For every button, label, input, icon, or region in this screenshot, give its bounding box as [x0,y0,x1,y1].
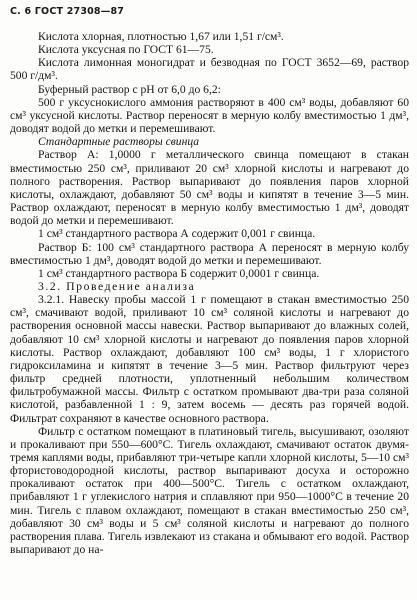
paragraph: Кислота лимонная моногидрат и безводная по ГОСТ 3652—69, раствор 500 г/дм³. [10,56,409,83]
page-header: С. 6 ГОСТ 27308—87 [10,6,125,17]
section-subheading: Стандартные растворы свинца [38,135,200,149]
section-heading: 3.2. Проведение анализа [38,279,196,293]
paragraph: Буферный раствор с рН от 6,0 до 6,2: [38,82,221,96]
paragraph: Раствор А: 1,0000 г металлического свинца помещают в стакан вместимостью 250 см³, приливают 20 см³ хлорной кислоты и нагревают до полного растворения. Раствор выпаривают до появления паров хлорной кислоты, охлаждают, добавляют 50 см³ воды и кипятят в течение 3—5 мин. Раствор охлаждают, переносят в мерную колбу вместимостью 1 дм³, доводят водой до метки и перемешивают. [10,148,409,228]
paragraph: Кислота хлорная, плотностью 1,67 или 1,51 г/см³. [38,30,284,43]
paragraph: Кислота уксусная по ГОСТ 61—75. [38,43,214,57]
paragraph: Раствор Б: 100 см³ стандартного раствора А переносят в мерную колбу вместимостью 1 дм³, доводят водой до метки и перемешивают. [10,240,409,267]
document-body [10,30,409,556]
paragraph: Фильтр с остатком помещают в платиновый тигель, высушивают, озоляют и прокаливают при 550—600°С. Тигель охлаждают, смачивают остаток двумя-тремя каплями воды, прибавляют три-четыре капли хлорной кислоты, 5—10 см³ фтористоводородной кислоты, раствор выпаривают досуха и осторожно прокаливают остаток при 400—500°С. Тигель с остатком охлаждают, прибавляют 1 г углекислого натрия и сплавляют при 950—1000°С в течение 20 мин. Тигель с плавом охлаждают, помещают в стакан вместимостью 250 см³, добавляют 30 см³ воды и 5 см³ соляной кислоты и нагревают до полного растворения плава. Тигель извлекают из стакана и обмывают его водой. Раствор выпаривают до на- [10,424,409,557]
paragraph: 1 см³ стандартного раствора А содержит 0,001 г свинца. [38,227,316,241]
paragraph: 500 г уксуснокислого аммония растворяют в 400 см³ воды, добавляют 60 см³ уксусной кислоты. Раствор переносят в мерную колбу вместимостью 1 дм³, доводят водой до метки и перемешивают. [10,95,409,136]
paragraph: 3.2.1. Навеску пробы массой 1 г помещают в стакан вместимостью 250 см³, смачивают водой, приливают 10 см³ соляной кислоты и нагревают до растворения основной массы навески. Раствор выпаривают до влажных солей, добавляют 10 см³ хлорной кислоты и нагревают до появления паров хлорной кислоты. Раствор охлаждают, добавляют 100 см³ воды, 1 г хлористого гидроксиламина и кипятят в течение 3—5 мин. Раствор фильтруют через фильтр средней плотности, уплотненный небольшим количеством фильтробумажной массы. Фильтр с остатком промывают два-три раза соляной кислотой, разбавленной 1 : 9, затем восемь — десять раз горячей водой. Фильтрат сохраняют в качестве основного раствора. [10,293,409,425]
paragraph: 1 см³ стандартного раствора Б содержит 0,0001 г свинца. [38,266,320,280]
